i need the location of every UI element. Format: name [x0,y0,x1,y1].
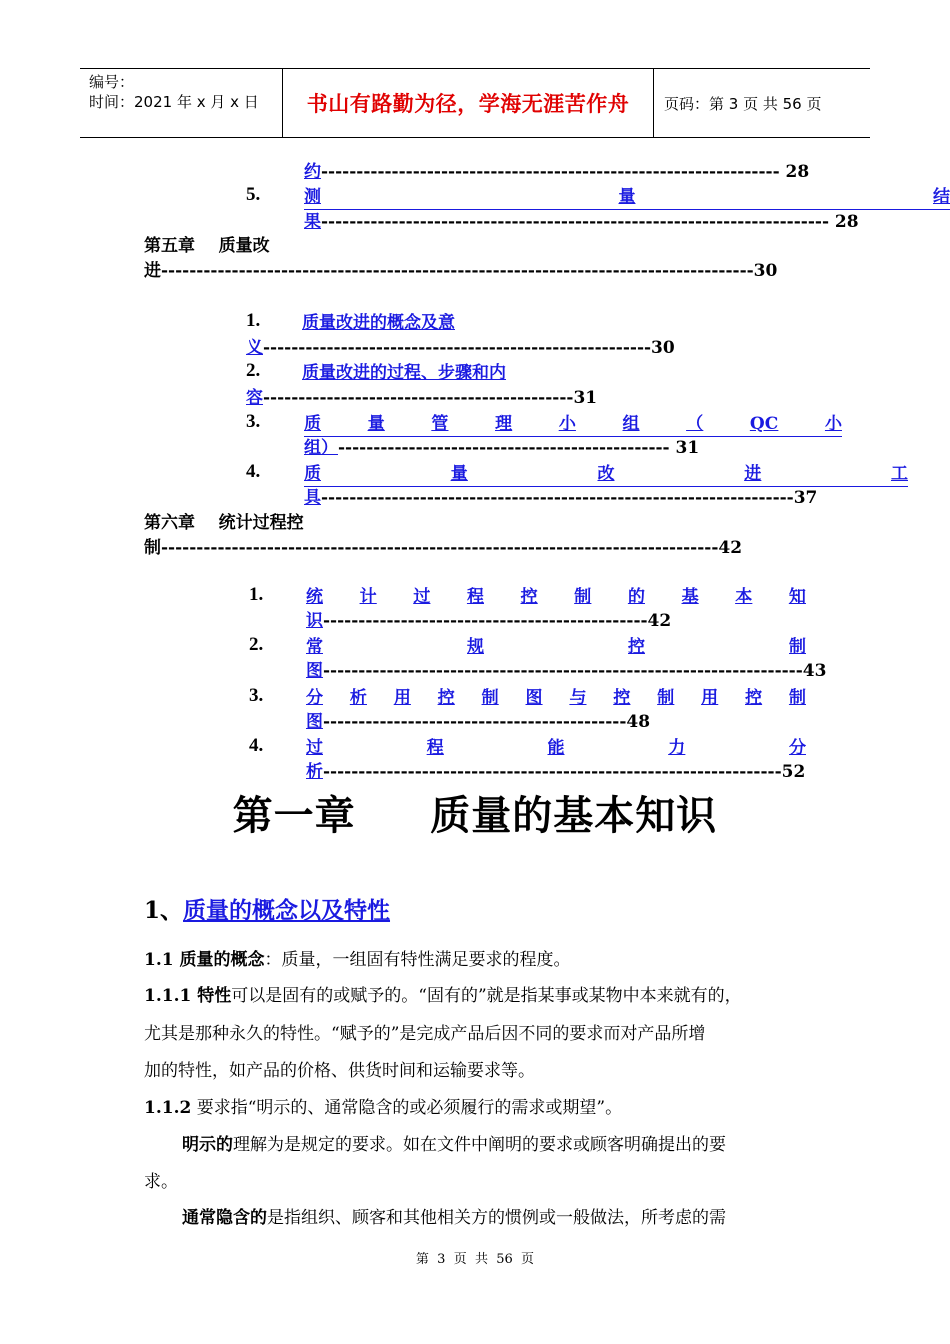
toc-item-number: 2. [246,360,261,381]
toc-c4-item4-line2[interactable] [304,160,809,184]
toc-page-ref: -------------------------------------------------------------------------------42 [161,538,743,558]
paragraph-text: 理解为是规定的要求。如在文件中阐明的要求或顾客明确提出的要 [233,1135,726,1155]
toc-link-word[interactable]: 量 [618,187,636,207]
toc-link-word[interactable]: 制 [481,688,499,708]
toc-link-word[interactable]: 与 [569,688,587,708]
toc-link-word[interactable]: 规 [467,637,484,657]
toc-link[interactable]: 义 [246,338,263,358]
toc-item-number: 1. [246,310,261,331]
section-number: 1、 [144,897,184,924]
paragraph [182,1206,726,1230]
toc-page-ref: --------------------------------------------------------------------43 [323,661,827,681]
chapter-title: 第一章 质量的基本知识 [232,792,718,839]
toc-link-word[interactable]: 本 [735,587,753,607]
paragraph [144,1096,622,1120]
page-header [80,68,870,138]
toc-c5-item1-line2[interactable] [246,336,675,360]
toc-link-word[interactable]: 分 [789,738,806,758]
toc-item-number: 3. [249,685,264,706]
paragraph-line: 尤其是那种永久的特性。“赋予的”是完成产品后因不同的要求而对产品所增 [144,1024,706,1044]
toc-link-word[interactable]: 过 [306,738,323,758]
toc-c6-item3-link[interactable] [306,686,806,710]
toc-c5-item4-line2[interactable] [304,486,817,510]
toc-link-word[interactable]: 用 [701,688,719,708]
toc-link-word[interactable]: 过 [413,587,431,607]
toc-link-word[interactable]: 程 [466,587,484,607]
toc-c4-item5-link[interactable] [304,185,950,210]
paragraph [144,984,742,1008]
toc-item-number: 2. [249,634,264,655]
toc-link-word[interactable]: 统 [306,587,323,607]
toc-link-word[interactable]: 制 [789,637,806,657]
toc-page-ref: --------------------------------------------31 [263,388,598,408]
toc-link-word[interactable]: 工 [891,464,908,484]
term-label: 1.1.1 特性 [144,986,232,1006]
header-page-info: 页码：第 3 页 共 56 页 [664,94,822,113]
toc-c6-item4-link[interactable] [306,736,806,760]
toc-link-word[interactable]: 量 [367,414,385,434]
toc-page-ref: ----------------------------------------------- 31 [338,438,700,458]
toc-c6-item4-line2[interactable] [306,760,805,784]
term-label: 通常隐含的 [182,1208,267,1228]
paragraph-line: 求。 [144,1172,178,1192]
toc-item-number: 5. [246,184,261,205]
toc-link[interactable]: 质量改进的概念及意 [302,313,455,333]
toc-page-ref: ----------------------------------------------42 [323,611,672,631]
toc-link[interactable]: 识 [306,611,323,631]
toc-link-word[interactable]: 知 [788,587,806,607]
toc-link-word[interactable]: 结 [933,187,950,207]
toc-c4-item5-line2[interactable] [304,210,859,234]
toc-link-word[interactable]: 管 [431,414,449,434]
toc-link[interactable]: 图 [306,661,323,681]
paragraph-text: 是指组织、顾客和其他相关方的惯例或一般做法，所考虑的需 [267,1208,726,1228]
term-label: 1.1.2 [144,1098,192,1118]
toc-link-word[interactable]: 控 [437,688,455,708]
paragraph [182,1133,726,1157]
toc-link[interactable]: 容 [246,388,263,408]
toc-chapter5-title: 第五章 质量改 [144,236,270,256]
toc-c5-item3-link[interactable] [304,412,842,437]
toc-link-word[interactable]: 质 [304,414,321,434]
section-heading[interactable] [144,892,390,925]
toc-link-word[interactable]: 组 [622,414,640,434]
toc-item-number: 3. [246,411,261,432]
toc-page-ref: ----------------------------------------------------------------- 28 [321,162,810,182]
paragraph [144,948,571,972]
page-footer [0,1248,950,1267]
code-label: 编号： [89,73,135,91]
toc-link-word[interactable]: 分 [306,688,323,708]
header-motto: 书山有路勤为径，学海无涯苦作舟 [283,69,654,137]
toc-link-word[interactable]: 控 [613,688,631,708]
toc-chapter6-line2 [144,536,742,560]
toc-c5-item1[interactable] [302,311,455,335]
toc-link-word[interactable]: 常 [306,637,323,657]
header-meta [80,69,283,137]
toc-link-word[interactable]: 的 [627,587,645,607]
toc-link-word[interactable]: 测 [304,187,321,207]
toc-page-ref: ------------------------------------------------------------------------ 28 [321,212,859,232]
toc-link-word[interactable]: 制 [657,688,675,708]
toc-c5-item2-line2[interactable] [246,386,597,410]
toc-item-number: 4. [246,461,261,482]
toc-page-ref: ------------------------------------------------------------------------------------30 [161,261,778,281]
toc-link-word[interactable]: 小 [824,414,842,434]
toc-chapter-tail: 制 [144,538,161,558]
toc-page-ref: -----------------------------------------------------------------52 [323,762,806,782]
toc-chapter5-line2 [144,259,777,283]
toc-link[interactable]: 组） [304,438,338,458]
toc-link-word[interactable]: 析 [349,688,367,708]
toc-link-word[interactable]: 控 [628,637,645,657]
toc-link[interactable]: 质量改进的过程、步骤和内 [302,363,506,383]
toc-link-word[interactable]: 控 [520,587,538,607]
section-title-link[interactable]: 质量的概念以及特性 [183,897,391,924]
paragraph-text: 可以是固有的或赋予的。“固有的”就是指某事或某物中本来就有的， [231,986,742,1006]
footer-text: 第 3 页 共 56 页 [415,1252,535,1267]
toc-item-number: 1. [249,584,264,605]
toc-link-word[interactable]: 理 [495,414,513,434]
toc-link-word[interactable]: 基 [681,587,699,607]
toc-link-word[interactable]: 计 [359,587,377,607]
toc-c6-item2-line2[interactable] [306,659,826,683]
toc-link-word[interactable]: 用 [393,688,411,708]
toc-page-ref: -------------------------------------------------------30 [263,338,675,358]
toc-link-word[interactable]: 能 [547,738,565,758]
toc-link[interactable]: 具 [304,488,321,508]
term-label: 1.1 质量的概念 [144,950,265,970]
toc-c5-item3-line2[interactable] [304,436,699,460]
toc-link-word[interactable]: 程 [426,738,444,758]
toc-link[interactable]: 果 [304,212,321,232]
toc-link-word[interactable]: 小 [558,414,576,434]
toc-chapter6-title: 第六章 统计过程控 [144,513,304,533]
toc-c6-item1-line2[interactable] [306,609,671,633]
toc-link-word[interactable]: 量 [450,464,468,484]
toc-link-word[interactable]: 图 [525,688,543,708]
toc-link-word[interactable]: 制 [574,587,592,607]
toc-link[interactable]: 析 [306,762,323,782]
toc-c6-item2-link[interactable] [306,635,806,659]
toc-chapter-tail: 进 [144,261,161,281]
toc-c6-item3-line2[interactable] [306,710,650,734]
paragraph-line: 加的特性，如产品的价格、供货时间和运输要求等。 [144,1061,535,1081]
toc-item-number: 4. [249,735,264,756]
toc-link-word[interactable]: （ [686,414,704,434]
time-label: 时间：2021 年 x 月 x 日 [89,93,259,111]
toc-link-word[interactable]: 力 [668,738,686,758]
toc-link[interactable]: 约 [304,162,321,182]
toc-c6-item1-link[interactable] [306,585,806,609]
toc-c5-item2[interactable] [302,361,506,385]
paragraph-text: 要求指“明示的、通常隐含的或必须履行的需求或期望”。 [191,1098,623,1118]
toc-link-word[interactable]: 质 [304,464,321,484]
toc-page-ref: -------------------------------------------48 [323,712,651,732]
toc-link-word[interactable]: 改 [597,464,615,484]
toc-link[interactable]: 图 [306,712,323,732]
toc-page-ref: -------------------------------------------------------------------37 [321,488,818,508]
toc-link-word[interactable]: QC [749,414,779,434]
paragraph-text: ：质量，一组固有特性满足要求的程度。 [264,950,571,970]
term-label: 明示的 [182,1135,233,1155]
toc-c5-item4-link[interactable] [304,462,908,487]
toc-link-word[interactable]: 制 [788,688,806,708]
toc-link-word[interactable]: 进 [744,464,762,484]
toc-link-word[interactable]: 控 [745,688,763,708]
